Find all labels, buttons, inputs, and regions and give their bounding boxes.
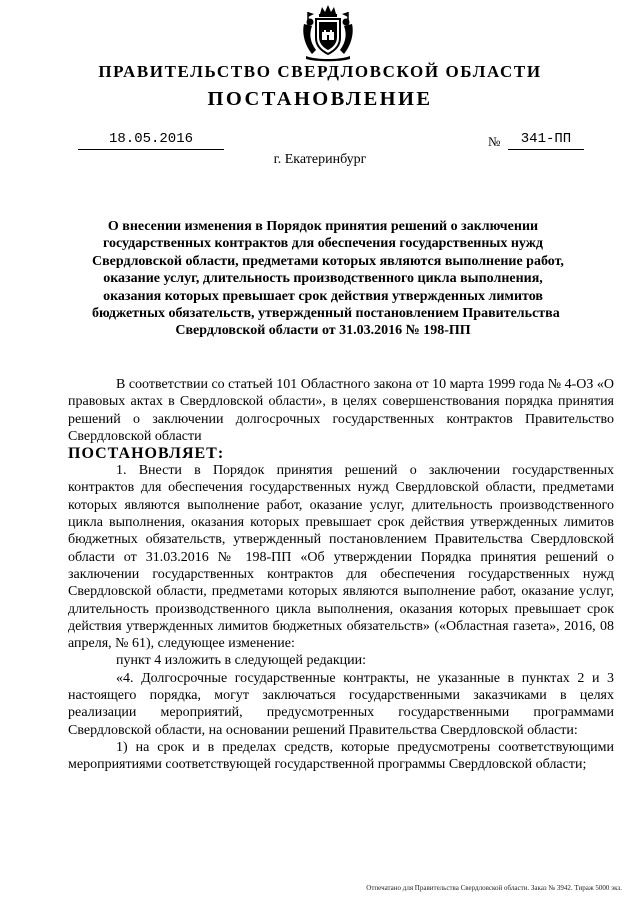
title-line: Свердловской области от 31.03.2016 № 198-ПП <box>175 323 471 339</box>
document-title <box>92 218 564 340</box>
paragraph-1: 1. Внести в Порядок принятия решений о заключении государственных контрактов для обеспечения государственных нужд Свердловской области, предметами которых являются выполнение работ, оказание услуг, длительность производственного цикла выполнения, оказания которых превышает срок действия утвержденных лимитов бюджетных обязательств, утвержденный постановлением Правительства Свердловской области от 31.03.2016 № 198-ПП «Об утверждении Порядка принятия решений о заключении государственных контрактов для обеспечения государственных нужд Свердловской области, предметами которых являются выполнение работ, оказание услуг, длительность производственного цикла выполнения, оказания которых превышает срок действия утвержденных лимитов бюджетных обязательств» («Областная газета», 2016, 08 апреля, № 61), следующее изменение: <box>68 463 614 652</box>
paragraph-4: 1) на срок и в пределах средств, которые предусмотрены соответствующими мероприятиями соответствующей государственной программы Свердловской области; <box>68 739 614 773</box>
number-sign: № <box>488 134 501 149</box>
government-name: ПРАВИТЕЛЬСТВО СВЕРДЛОВСКОЙ ОБЛАСТИ <box>98 62 542 81</box>
title-line: оказание услуг, длительность производственного цикла выполнения, <box>103 271 543 287</box>
decides-heading: ПОСТАНОВЛЯЕТ: <box>68 445 225 463</box>
print-note: Отпечатано для Правительства Свердловской области. Заказ № 3942. Тираж 5000 экз. <box>366 884 622 892</box>
title-line: бюджетных обязательств, утвержденный постановлением Правительства <box>92 306 560 322</box>
document-number: 341-ПП <box>508 130 584 150</box>
title-line: О внесении изменения в Порядок принятия решений о заключении <box>107 219 539 234</box>
sverdlovsk-coat-of-arms-icon <box>300 4 356 62</box>
document-type: ПОСТАНОВЛЕНИЕ <box>207 88 433 110</box>
paragraph-3: «4. Долгосрочные государственные контракты, не указанные в пунктах 2 и 3 настоящего порядка, могут заключаться государственными заказчиками в целях реализации мероприятий, предусмотренных государственными программами Свердловской области, на основании решений Правительства Свердловской области: <box>68 670 614 738</box>
title-line: государственных контрактов для обеспечения государственных нужд <box>103 236 543 252</box>
title-line: Свердловской области, предметами которых являются выполнение работ, <box>92 253 564 269</box>
document-body <box>68 376 614 774</box>
preamble-paragraph: В соответствии со статьей 101 Областного закона от 10 марта 1999 года № 4-ОЗ «О правовых актах в Свердловской области», в целях совершенствования порядка принятия решений о заключении долгосрочных государственных контрактов Правительство Свердловской области <box>68 377 614 444</box>
document-date: 18.05.2016 <box>78 130 224 150</box>
title-line: оказания которых превышает срок действия утвержденных лимитов <box>103 288 543 304</box>
city: г. Екатеринбург <box>273 152 367 167</box>
paragraph-2: пункт 4 изложить в следующей редакции: <box>116 653 366 669</box>
